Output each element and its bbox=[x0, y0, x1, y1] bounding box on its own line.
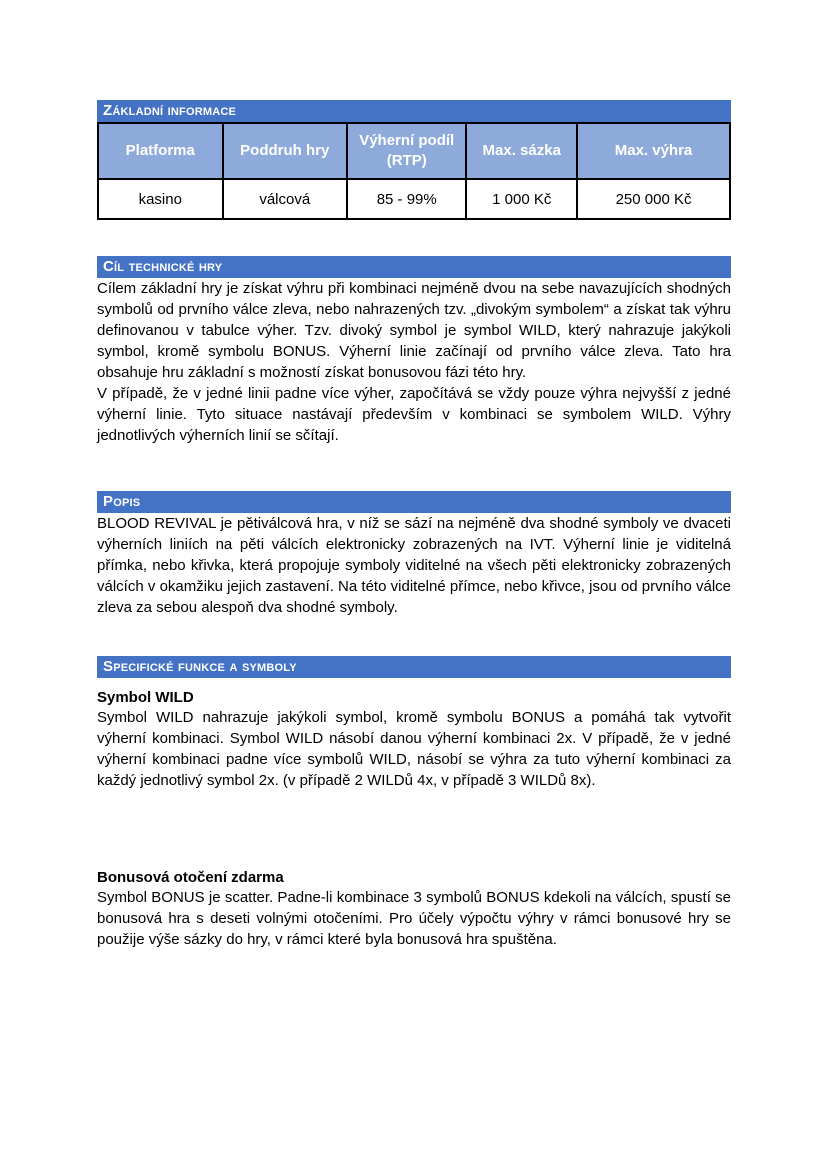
section-header-basic-info: Základní informace bbox=[97, 100, 731, 122]
table-row bbox=[98, 179, 730, 219]
table-cell-poddruh-hry: válcová bbox=[223, 179, 348, 219]
wild-symbol-heading: Symbol WILD bbox=[97, 689, 194, 706]
table-cell-max-vyhra: 250 000 Kč bbox=[577, 179, 730, 219]
section-header-description: Popis bbox=[97, 491, 731, 513]
goal-paragraph-1: Cílem základní hry je získat výhru při kombinaci nejméně dvou na sebe navazujících shodných symbolů od prvního válce zleva, nebo nahrazených tzv. „divokým symbolem“ a získat tak výhru definovanou v tabulce výher. Tzv. divoký symbol je symbol WILD, který nahrazuje jakýkoli symbol, kromě symbolu BONUS. Výherní linie začínají od prvního válce zleva. Tato hra obsahuje hru základní s možností získat bonusovou fázi této hry. bbox=[97, 280, 731, 381]
table-header-row bbox=[98, 123, 730, 179]
table-header-max-sazka: Max. sázka bbox=[466, 123, 577, 179]
bonus-spins-heading: Bonusová otočení zdarma bbox=[97, 869, 284, 886]
section-header-goal: Cíl technické hry bbox=[97, 256, 731, 278]
table-header-poddruh-hry: Poddruh hry bbox=[223, 123, 348, 179]
basic-info-table bbox=[97, 122, 731, 220]
wild-symbol-paragraph: Symbol WILD nahrazuje jakýkoli symbol, kromě symbolu BONUS a pomáhá tak vytvořit výherní kombinaci. Symbol WILD násobí danou výherní kombinaci 2x. V případě, že v jedné výherní kombinaci padne více symbolů WILD, násobí se výhra za tuto výherní kombinaci za každý jednotlivý symbol 2x. (v případě 2 WILDů 4x, v případě 3 WILDů 8x). bbox=[97, 709, 731, 789]
table-cell-max-sazka: 1 000 Kč bbox=[466, 179, 577, 219]
goal-paragraph-2: V případě, že v jedné linii padne více výher, započítává se vždy pouze výhra nejvyšší z jedné výherní linie. Tyto situace nastávají především v kombinaci se symbolem WILD. Výhry jednotlivých výherních linií se sčítají. bbox=[97, 385, 731, 444]
description-paragraph: BLOOD REVIVAL je pětiválcová hra, v níž se sází na nejméně dva shodné symboly ve dvaceti výherních liniích na pěti válcích elektronicky zobrazených na IVT. Výherní linie je viditelná přímka, nebo křivka, která propojuje symboly viditelné na všech pěti elektronicky zobrazených válcích v okamžiku jejich zastavení. Na této viditelné přímce, nebo křivce, jsou od prvního válce zleva za sebou alespoň dva shodné symboly. bbox=[97, 515, 731, 616]
table-header-vyherni-podil: Výherní podíl (RTP) bbox=[347, 123, 466, 179]
table-header-platforma: Platforma bbox=[98, 123, 223, 179]
table-cell-platforma: kasino bbox=[98, 179, 223, 219]
table-header-max-vyhra: Max. výhra bbox=[577, 123, 730, 179]
document-content bbox=[97, 0, 731, 950]
section-header-features: Specifické funkce a symboly bbox=[97, 656, 731, 678]
bonus-spins-paragraph: Symbol BONUS je scatter. Padne-li kombinace 3 symbolů BONUS kdekoli na válcích, spustí se bonusová hra s deseti volnými otočeními. Pro účely výpočtu výhry v rámci bonusové hry se použije výše sázky do hry, v rámci které byla bonusová hra spuštěna. bbox=[97, 889, 731, 948]
table-cell-vyherni-podil: 85 - 99% bbox=[347, 179, 466, 219]
